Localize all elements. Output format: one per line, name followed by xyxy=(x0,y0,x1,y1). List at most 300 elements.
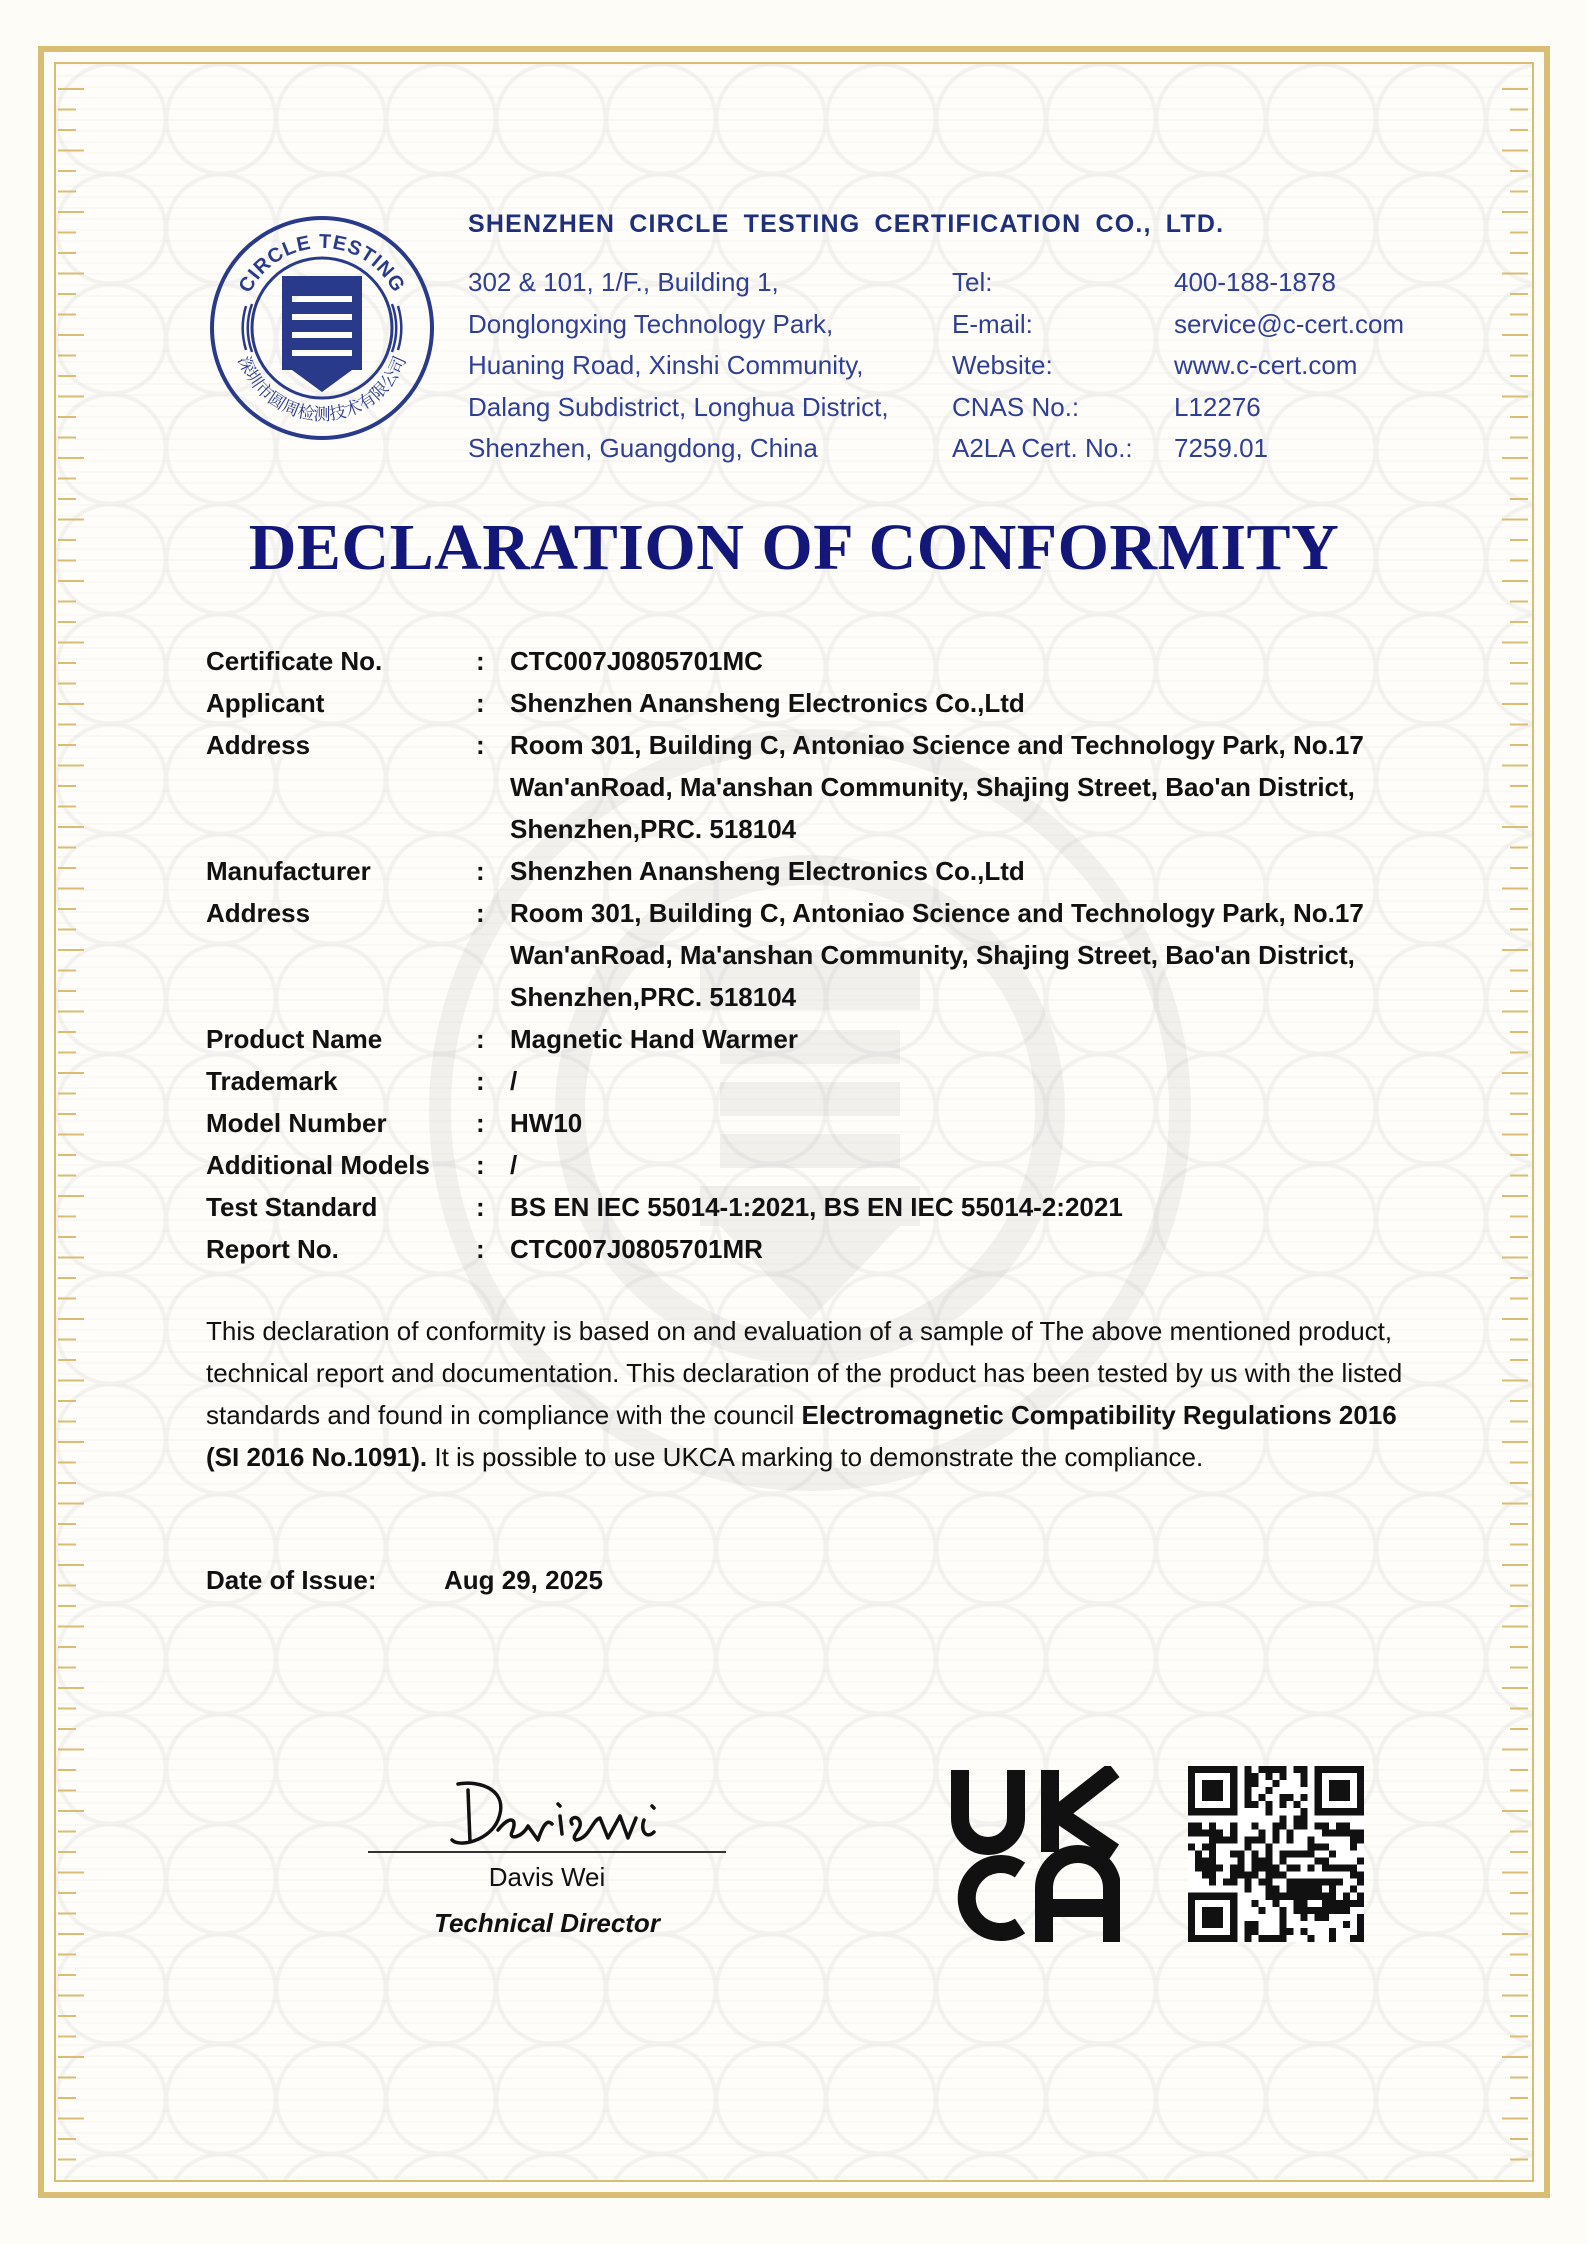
qr-module xyxy=(1322,1822,1329,1829)
contact-label: CNAS No.: xyxy=(952,391,1080,422)
company-logo xyxy=(208,214,436,442)
border-tick xyxy=(58,437,76,439)
border-tick xyxy=(1510,1646,1528,1648)
qr-module xyxy=(1343,1829,1350,1836)
qr-module xyxy=(1272,1872,1279,1879)
qr-module xyxy=(1287,1879,1294,1886)
border-tick xyxy=(1510,1113,1528,1115)
qr-module xyxy=(1265,1865,1272,1872)
border-tick xyxy=(1510,724,1528,726)
border-tick xyxy=(1502,1872,1528,1874)
border-tick xyxy=(58,1769,76,1771)
qr-module xyxy=(1315,1843,1322,1850)
qr-module xyxy=(1188,1822,1195,1829)
tick-marks xyxy=(58,80,84,2170)
border-tick xyxy=(1510,314,1528,316)
qr-module xyxy=(1230,1865,1237,1872)
border-tick xyxy=(1510,601,1528,603)
qr-module xyxy=(1315,1808,1364,1815)
qr-module xyxy=(1280,1822,1287,1829)
qr-module xyxy=(1294,1801,1301,1808)
qr-module xyxy=(1322,1829,1329,1836)
border-tick xyxy=(58,601,76,603)
qr-module xyxy=(1315,1766,1322,1815)
qr-module xyxy=(1315,1822,1322,1829)
border-tick xyxy=(58,334,84,336)
border-tick xyxy=(1510,437,1528,439)
border-tick xyxy=(1510,662,1528,664)
border-tick xyxy=(58,1933,84,1935)
qr-module xyxy=(1280,1907,1287,1914)
field-colon: : xyxy=(476,1108,485,1138)
qr-module xyxy=(1216,1829,1223,1836)
qr-module xyxy=(1294,1815,1301,1822)
border-tick xyxy=(1510,1482,1528,1484)
border-tick xyxy=(58,252,76,254)
qr-module xyxy=(1265,1886,1272,1893)
border-tick xyxy=(1510,2077,1528,2079)
qr-module xyxy=(1258,1858,1265,1865)
certificate-fields xyxy=(206,640,1436,1270)
border-tick xyxy=(1502,1749,1528,1751)
qr-module xyxy=(1280,1773,1287,1780)
border-tick xyxy=(58,1421,76,1423)
border-tick xyxy=(58,847,76,849)
border-tick xyxy=(58,396,84,398)
border-tick xyxy=(58,662,76,664)
field-colon: : xyxy=(476,688,485,718)
conformity-statement xyxy=(206,1310,1436,1478)
border-tick xyxy=(58,355,76,357)
document-title: DECLARATION OF CONFORMITY xyxy=(248,511,1340,584)
qr-module xyxy=(1287,1829,1294,1836)
qr-module xyxy=(1230,1850,1237,1857)
company-contacts xyxy=(952,262,1404,470)
border-tick xyxy=(58,1298,76,1300)
qr-module xyxy=(1244,1843,1251,1850)
border-tick xyxy=(58,211,84,213)
qr-module xyxy=(1322,1893,1329,1900)
border-tick xyxy=(1502,457,1528,459)
border-tick xyxy=(58,88,84,90)
border-tick xyxy=(58,191,76,193)
border-tick xyxy=(1502,396,1528,398)
border-tick xyxy=(1510,990,1528,992)
field-row xyxy=(206,1060,1436,1102)
qr-module xyxy=(1357,1872,1364,1879)
border-tick xyxy=(58,621,76,623)
qr-module xyxy=(1294,1879,1301,1886)
border-tick xyxy=(1510,191,1528,193)
ukca-mark xyxy=(948,1766,1120,1944)
border-tick xyxy=(1502,1933,1528,1935)
qr-module xyxy=(1244,1780,1251,1787)
border-tick xyxy=(1502,1318,1528,1320)
border-tick xyxy=(1510,2036,1528,2038)
contact-label: A2LA Cert. No.: xyxy=(952,433,1133,463)
qr-module xyxy=(1315,1893,1322,1900)
border-tick xyxy=(1510,1523,1528,1525)
qr-module xyxy=(1301,1850,1308,1857)
field-row xyxy=(206,850,1436,892)
border-tick xyxy=(1502,1011,1528,1013)
border-tick xyxy=(58,1052,76,1054)
border-tick xyxy=(58,1195,84,1197)
border-tick xyxy=(58,416,76,418)
border-tick xyxy=(58,1646,76,1648)
border-tick xyxy=(58,314,76,316)
qr-code[interactable] xyxy=(1188,1766,1364,1942)
qr-module xyxy=(1230,1879,1237,1886)
field-row xyxy=(206,1102,1436,1144)
qr-module xyxy=(1223,1879,1230,1886)
qr-module xyxy=(1329,1829,1336,1836)
qr-module xyxy=(1244,1935,1251,1942)
border-tick xyxy=(1510,1236,1528,1238)
contact-value: 400-188-1878 xyxy=(1174,267,1336,297)
field-value: BS EN IEC 55014-1:2021, BS EN IEC 55014-2:2021 xyxy=(510,1192,1123,1222)
qr-module xyxy=(1308,1843,1315,1850)
border-tick xyxy=(58,1236,76,1238)
qr-module xyxy=(1287,1850,1294,1857)
qr-module xyxy=(1244,1928,1251,1935)
border-tick xyxy=(1502,1257,1528,1259)
border-tick xyxy=(58,1503,84,1505)
border-tick xyxy=(58,1380,84,1382)
qr-module xyxy=(1315,1858,1322,1865)
qr-module xyxy=(1301,1808,1308,1815)
border-tick xyxy=(1510,1667,1528,1669)
border-tick xyxy=(58,1626,84,1628)
border-tick xyxy=(58,1339,76,1341)
qr-module xyxy=(1244,1836,1251,1843)
border-tick xyxy=(58,1585,76,1587)
qr-module xyxy=(1272,1836,1279,1843)
border-tick xyxy=(1510,970,1528,972)
border-tick xyxy=(58,1072,84,1074)
qr-module xyxy=(1244,1801,1251,1808)
border-tick xyxy=(58,375,76,377)
border-tick xyxy=(1510,1913,1528,1915)
qr-module xyxy=(1188,1766,1195,1815)
qr-module xyxy=(1265,1773,1272,1780)
contact-value: 7259.01 xyxy=(1174,433,1268,463)
qr-module xyxy=(1258,1836,1265,1843)
border-tick xyxy=(58,1974,76,1976)
qr-module xyxy=(1343,1822,1350,1829)
qr-module xyxy=(1350,1843,1357,1850)
qr-module xyxy=(1244,1886,1251,1893)
qr-module xyxy=(1272,1886,1279,1893)
border-tick xyxy=(58,2015,76,2017)
border-tick xyxy=(1510,252,1528,254)
qr-module xyxy=(1343,1893,1350,1900)
border-tick xyxy=(58,929,76,931)
qr-module xyxy=(1287,1794,1294,1801)
qr-module xyxy=(1350,1872,1357,1879)
qr-module xyxy=(1287,1928,1294,1935)
qr-module xyxy=(1209,1836,1216,1843)
border-tick xyxy=(1510,1585,1528,1587)
border-tick xyxy=(58,1728,76,1730)
border-tick xyxy=(58,1913,76,1915)
qr-module xyxy=(1251,1773,1258,1780)
border-tick xyxy=(58,129,76,131)
border-tick xyxy=(1502,1380,1528,1382)
field-row xyxy=(206,892,1436,1018)
border-tick xyxy=(58,478,76,480)
logo-text-top: CIRCLE TESTING xyxy=(234,230,410,297)
qr-module xyxy=(1195,1858,1202,1865)
border-tick xyxy=(58,1400,76,1402)
border-tick xyxy=(58,1790,76,1792)
qr-module xyxy=(1315,1914,1322,1921)
qr-module xyxy=(1258,1879,1265,1886)
qr-module xyxy=(1265,1766,1272,1773)
border-tick xyxy=(1502,273,1528,275)
qr-module xyxy=(1188,1935,1237,1942)
border-tick xyxy=(58,1318,84,1320)
contact-label: E-mail: xyxy=(952,308,1033,339)
qr-module xyxy=(1265,1872,1272,1879)
field-colon: : xyxy=(476,1150,485,1180)
qr-module xyxy=(1336,1907,1343,1914)
border-tick xyxy=(58,1851,76,1853)
qr-module xyxy=(1272,1780,1279,1787)
qr-module xyxy=(1308,1865,1315,1872)
border-tick xyxy=(58,683,76,685)
border-tick xyxy=(1510,1708,1528,1710)
field-label: Address xyxy=(206,730,311,760)
border-tick xyxy=(1502,1564,1528,1566)
qr-module xyxy=(1280,1872,1287,1879)
field-label: Address xyxy=(206,898,311,928)
qr-module xyxy=(1272,1893,1279,1900)
border-tick xyxy=(1510,1851,1528,1853)
field-colon: : xyxy=(476,1066,485,1096)
qr-module xyxy=(1244,1879,1251,1886)
border-tick xyxy=(58,949,84,951)
qr-module xyxy=(1308,1836,1315,1843)
qr-module xyxy=(1209,1858,1216,1865)
qr-module xyxy=(1350,1836,1357,1843)
border-tick xyxy=(58,1441,84,1443)
qr-module xyxy=(1301,1794,1308,1801)
border-tick xyxy=(1510,2015,1528,2017)
border-tick xyxy=(58,293,76,295)
qr-module xyxy=(1294,1907,1301,1914)
statement-text-1: This declaration of conformity is based on and evaluation of a sample of The above mentioned product, technical report and documentation. This declaration of the product has been tested by us with the listed standards and found in compliance with the council xyxy=(206,1316,1403,1430)
border-tick xyxy=(1510,1421,1528,1423)
border-tick xyxy=(58,765,84,767)
border-tick xyxy=(1510,478,1528,480)
border-tick xyxy=(1510,683,1528,685)
qr-module xyxy=(1287,1893,1294,1900)
address-line: Dalang Subdistrict, Longhua District, xyxy=(468,391,889,422)
field-row xyxy=(206,682,1436,724)
qr-module xyxy=(1195,1850,1202,1857)
qr-module xyxy=(1294,1850,1301,1857)
border-tick xyxy=(1510,744,1528,746)
qr-module xyxy=(1244,1787,1251,1794)
field-value: CTC007J0805701MC xyxy=(510,646,763,676)
border-tick xyxy=(1510,498,1528,500)
border-tick xyxy=(1502,1810,1528,1812)
qr-module xyxy=(1294,1893,1301,1900)
qr-module xyxy=(1251,1836,1258,1843)
qr-module xyxy=(1280,1815,1287,1822)
qr-module xyxy=(1258,1794,1265,1801)
qr-module xyxy=(1357,1900,1364,1907)
address-line: Donglongxing Technology Park, xyxy=(468,308,834,339)
qr-module xyxy=(1301,1766,1308,1773)
qr-module xyxy=(1195,1822,1202,1829)
border-tick xyxy=(58,1872,84,1874)
qr-module xyxy=(1202,1872,1209,1879)
qr-module xyxy=(1188,1893,1195,1942)
handwritten-signature xyxy=(440,1760,680,1870)
border-tick xyxy=(58,1216,76,1218)
qr-module xyxy=(1287,1865,1294,1872)
qr-module xyxy=(1329,1865,1336,1872)
qr-module xyxy=(1315,1766,1364,1773)
qr-module xyxy=(1329,1928,1336,1935)
qr-module xyxy=(1251,1872,1258,1879)
qr-module xyxy=(1209,1865,1216,1872)
field-row xyxy=(206,1018,1436,1060)
left-border-ticks xyxy=(58,80,84,2170)
qr-module xyxy=(1237,1858,1244,1865)
border-tick xyxy=(1502,1072,1528,1074)
border-tick xyxy=(58,1544,76,1546)
border-tick xyxy=(58,150,84,152)
qr-module xyxy=(1209,1822,1216,1829)
qr-module xyxy=(1265,1858,1272,1865)
border-tick xyxy=(58,1482,76,1484)
qr-module xyxy=(1280,1766,1287,1773)
qr-module xyxy=(1251,1900,1258,1907)
field-value: Shenzhen Anansheng Electronics Co.,Ltd xyxy=(510,688,1025,718)
border-tick xyxy=(58,1031,76,1033)
border-tick xyxy=(1502,1687,1528,1689)
qr-module xyxy=(1202,1865,1209,1872)
border-tick xyxy=(58,826,84,828)
qr-module xyxy=(1188,1766,1237,1773)
border-tick xyxy=(58,1093,76,1095)
border-tick xyxy=(1510,1954,1528,1956)
qr-module xyxy=(1343,1865,1350,1872)
border-tick xyxy=(58,1154,76,1156)
qr-module xyxy=(1280,1794,1287,1801)
qr-module xyxy=(1188,1829,1195,1836)
border-tick xyxy=(58,498,76,500)
border-tick xyxy=(58,990,76,992)
contact-value: www.c-cert.com xyxy=(1174,350,1358,380)
border-tick xyxy=(58,2097,76,2099)
right-border-ticks xyxy=(1502,80,1528,2170)
qr-module xyxy=(1308,1893,1315,1900)
qr-module xyxy=(1237,1850,1244,1857)
border-tick xyxy=(1510,1052,1528,1054)
border-tick xyxy=(1502,765,1528,767)
qr-module xyxy=(1272,1865,1279,1872)
signatory-title: Technical Director xyxy=(434,1908,660,1938)
border-tick xyxy=(1502,949,1528,951)
qr-module xyxy=(1287,1886,1294,1893)
border-tick xyxy=(1502,1626,1528,1628)
qr-module xyxy=(1202,1843,1209,1850)
border-tick xyxy=(1502,211,1528,213)
qr-module xyxy=(1188,1893,1237,1900)
qr-module xyxy=(1308,1886,1315,1893)
border-tick xyxy=(1510,2097,1528,2099)
contact-row xyxy=(952,304,1404,346)
field-label: Applicant xyxy=(206,688,325,718)
field-value: Magnetic Hand Warmer xyxy=(510,1024,798,1054)
qr-module xyxy=(1251,1865,1258,1872)
border-tick xyxy=(58,1113,76,1115)
address-line: Huaning Road, Xinshi Community, xyxy=(468,350,864,380)
qr-module xyxy=(1244,1773,1251,1780)
border-tick xyxy=(1510,1359,1528,1361)
border-tick xyxy=(58,2138,76,2140)
qr-module xyxy=(1272,1766,1279,1773)
qr-module xyxy=(1251,1850,1258,1857)
border-tick xyxy=(1510,1175,1528,1177)
border-tick xyxy=(1510,867,1528,869)
field-colon: : xyxy=(476,856,485,886)
qr-module xyxy=(1329,1935,1336,1942)
qr-module xyxy=(1301,1914,1308,1921)
border-tick xyxy=(58,232,76,234)
qr-module xyxy=(1251,1921,1258,1928)
border-tick xyxy=(1510,1831,1528,1833)
qr-module xyxy=(1251,1801,1258,1808)
qr-module xyxy=(1251,1928,1258,1935)
border-tick xyxy=(58,1954,76,1956)
qr-module xyxy=(1265,1801,1272,1808)
field-colon: : xyxy=(476,1024,485,1054)
qr-module xyxy=(1265,1893,1272,1900)
qr-module xyxy=(1322,1914,1329,1921)
field-value: / xyxy=(510,1150,518,1180)
qr-module xyxy=(1301,1773,1308,1780)
qr-module xyxy=(1343,1900,1350,1907)
border-tick xyxy=(1502,826,1528,828)
signature-line xyxy=(368,1851,726,1853)
qr-module xyxy=(1258,1766,1265,1773)
contact-row xyxy=(952,428,1404,470)
qr-module xyxy=(1280,1893,1287,1900)
border-tick xyxy=(58,1605,76,1607)
field-label: Test Standard xyxy=(206,1192,378,1222)
qr-module xyxy=(1336,1822,1343,1829)
qr-module xyxy=(1357,1928,1364,1935)
border-tick xyxy=(1510,1154,1528,1156)
border-tick xyxy=(1510,416,1528,418)
field-row xyxy=(206,1228,1436,1270)
field-colon: : xyxy=(476,646,485,676)
border-tick xyxy=(58,1175,76,1177)
border-tick xyxy=(1502,2118,1528,2120)
qr-module xyxy=(1251,1780,1258,1787)
contact-row xyxy=(952,262,1404,304)
qr-module xyxy=(1280,1935,1287,1942)
qr-module xyxy=(1230,1829,1237,1836)
qr-module xyxy=(1265,1808,1272,1815)
border-tick xyxy=(1510,1790,1528,1792)
qr-module xyxy=(1251,1858,1258,1865)
